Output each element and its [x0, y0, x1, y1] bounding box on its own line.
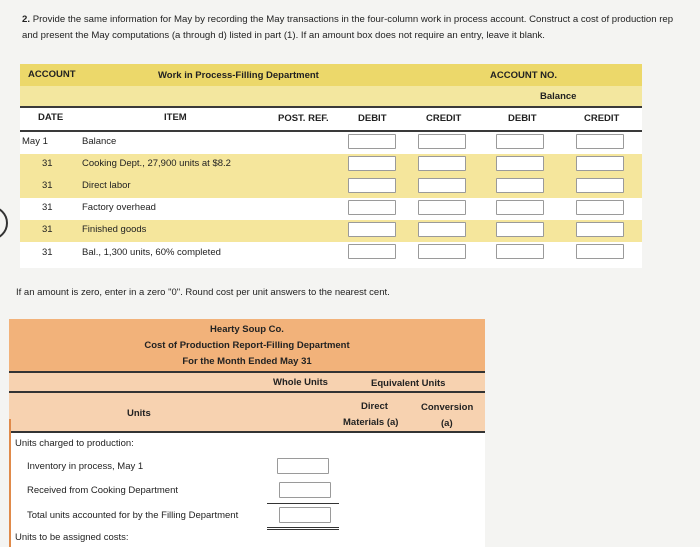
work-in-process-account: [20, 64, 642, 268]
total-rule: [267, 503, 339, 504]
credit-input[interactable]: [418, 244, 466, 259]
credit-input[interactable]: [418, 200, 466, 215]
received-whole-units-input[interactable]: [279, 482, 331, 498]
balance-credit-input[interactable]: [576, 156, 624, 171]
conversion-header: Conversion: [421, 402, 474, 413]
inventory-whole-units-input[interactable]: [277, 458, 329, 474]
units-header: Units: [127, 408, 151, 419]
credit-input[interactable]: [418, 222, 466, 237]
received-label: Received from Cooking Department: [27, 485, 179, 496]
col-post-ref: POST. REF.: [278, 113, 329, 124]
row-item: Cooking Dept., 27,900 units at $8.2: [82, 158, 231, 169]
balance-credit-input[interactable]: [576, 244, 624, 259]
report-company: Hearty Soup Co.: [210, 324, 284, 335]
balance-credit-input[interactable]: [576, 134, 624, 149]
row-item: Bal., 1,300 units, 60% completed: [82, 247, 221, 258]
equivalent-units-header: Equivalent Units: [371, 378, 446, 389]
double-rule: [267, 529, 339, 530]
balance-credit-input[interactable]: [576, 222, 624, 237]
credit-input[interactable]: [418, 178, 466, 193]
row-item: Finished goods: [82, 224, 147, 235]
balance-debit-input[interactable]: [496, 156, 544, 171]
col-date: DATE: [38, 112, 64, 123]
col-credit: CREDIT: [426, 113, 462, 124]
total-whole-units-input[interactable]: [279, 507, 331, 523]
balance-debit-input[interactable]: [496, 222, 544, 237]
debit-input[interactable]: [348, 156, 396, 171]
debit-input[interactable]: [348, 200, 396, 215]
direct-header: Direct: [361, 401, 388, 412]
row-date: 31: [42, 247, 53, 258]
row-date: 31: [42, 180, 53, 191]
row-item: Direct labor: [82, 180, 131, 191]
rounding-note: If an amount is zero, enter in a zero "0". Round cost per unit answers to the nearest cent.: [16, 287, 390, 298]
edge-circle-icon: [0, 206, 8, 240]
materials-header: Materials (a): [343, 417, 399, 428]
balance-debit-input[interactable]: [496, 200, 544, 215]
instructions-line-2: and present the May computations (a through d) listed in part (1). If an amount box does not require an entry, leave it blank.: [22, 30, 545, 41]
col-balance-debit: DEBIT: [508, 113, 537, 124]
row-date: 31: [42, 158, 53, 169]
total-units-label: Total units accounted for by the Filling Department: [27, 510, 239, 521]
row-item: Factory overhead: [82, 202, 156, 213]
row-date: 31: [42, 202, 53, 213]
balance-label: Balance: [540, 91, 577, 102]
col-item: ITEM: [164, 112, 187, 123]
report-period: For the Month Ended May 31: [182, 356, 312, 367]
units-assigned-label: Units to be assigned costs:: [15, 532, 129, 543]
units-header-band: [9, 393, 485, 431]
credit-input[interactable]: [418, 156, 466, 171]
row-date: 31: [42, 224, 53, 235]
debit-input[interactable]: [348, 178, 396, 193]
whole-units-header: Whole Units: [273, 377, 328, 388]
credit-input[interactable]: [418, 134, 466, 149]
balance-debit-input[interactable]: [496, 178, 544, 193]
row-date: May 1: [22, 136, 48, 147]
instructions-text-1: Provide the same information for May by recording the May transactions in the four-column work in process account. Construct a cost of production rep: [32, 14, 674, 25]
instructions-line-1: [22, 12, 698, 28]
double-rule: [267, 527, 339, 528]
col-balance-credit: CREDIT: [584, 113, 620, 124]
debit-input[interactable]: [348, 222, 396, 237]
debit-input[interactable]: [348, 244, 396, 259]
report-side-border: [9, 419, 11, 547]
balance-debit-input[interactable]: [496, 244, 544, 259]
balance-credit-input[interactable]: [576, 200, 624, 215]
balance-debit-input[interactable]: [496, 134, 544, 149]
col-debit: DEBIT: [358, 113, 387, 124]
account-title: Work in Process-Filling Department: [158, 70, 319, 81]
report-title: Cost of Production Report-Filling Department: [144, 340, 350, 351]
debit-input[interactable]: [348, 134, 396, 149]
cost-of-production-report: [9, 319, 485, 547]
report-rule: [9, 431, 485, 433]
inventory-label: Inventory in process, May 1: [27, 461, 144, 472]
column-header-band: [20, 108, 642, 132]
account-no-label: ACCOUNT NO.: [490, 70, 558, 81]
units-charged-label: Units charged to production:: [15, 438, 134, 449]
account-label: ACCOUNT: [28, 69, 76, 80]
instructions: [22, 12, 698, 44]
question-number: 2.: [22, 14, 31, 25]
row-item: Balance: [82, 136, 117, 147]
balance-credit-input[interactable]: [576, 178, 624, 193]
conversion-a-header: (a): [441, 418, 453, 429]
